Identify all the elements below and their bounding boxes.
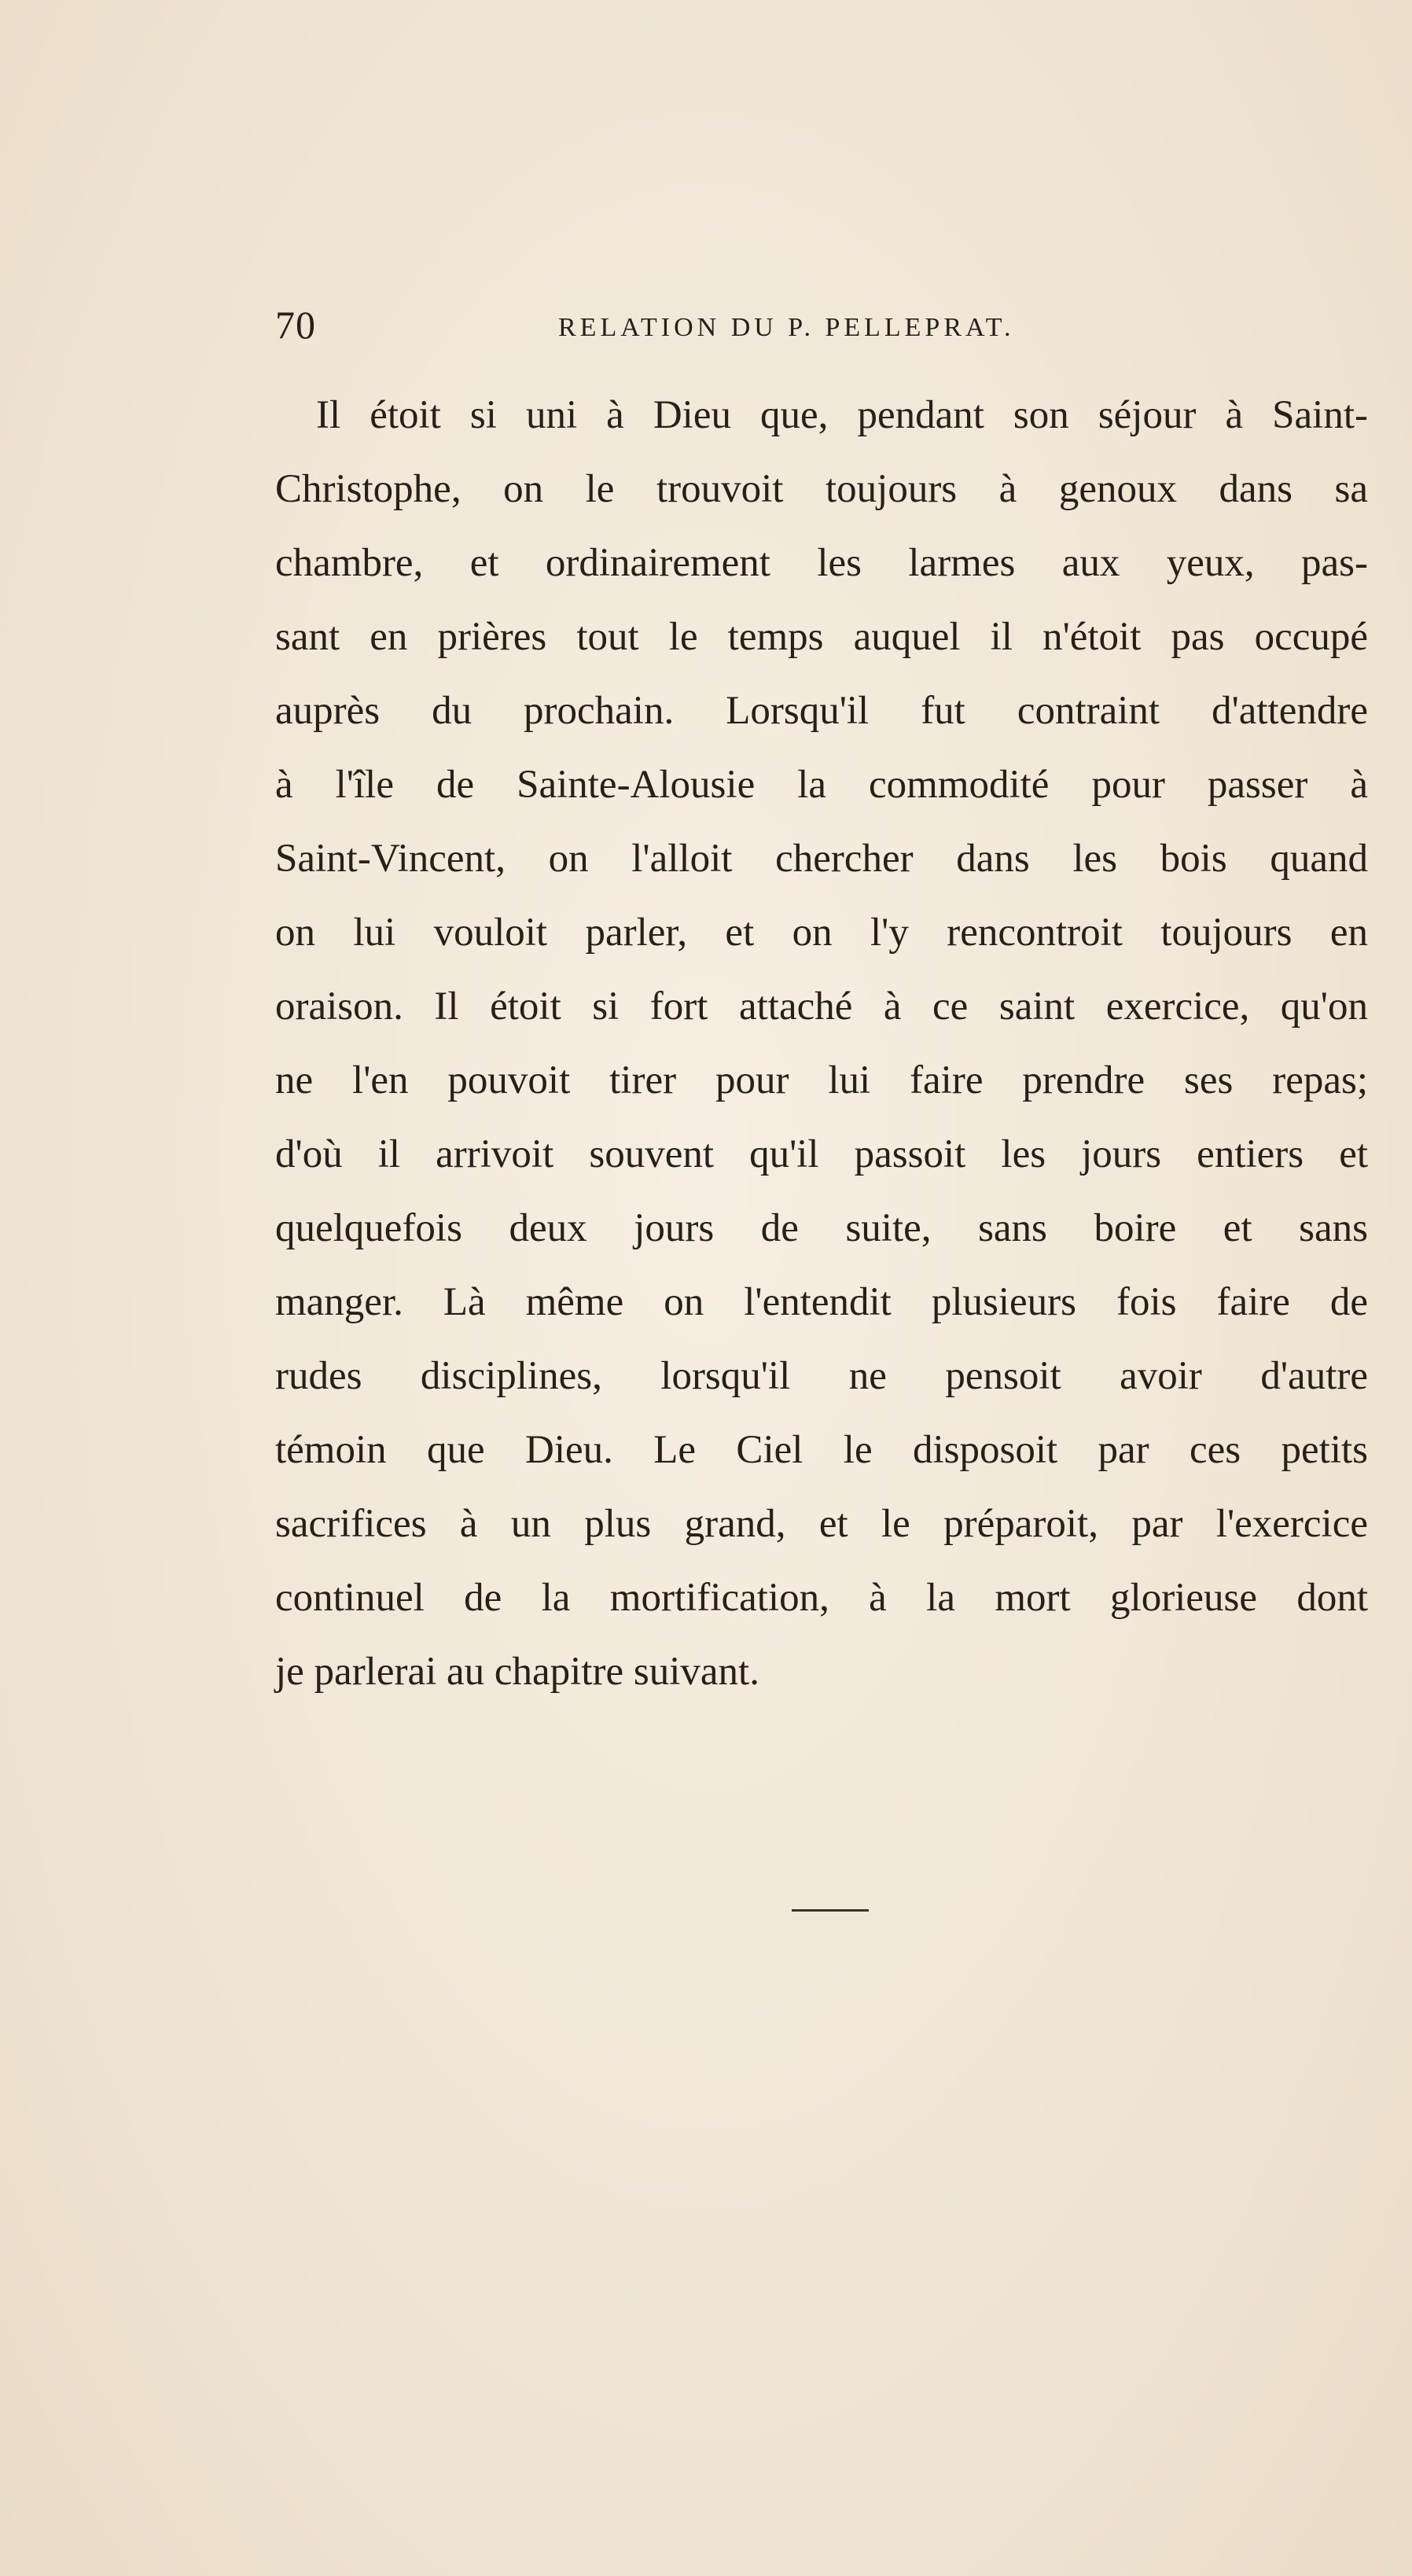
text-line: à l'île de Sainte-Alousie la commodité pour passer à	[275, 763, 1368, 807]
text-line: je parlerai au chapitre suivant.	[275, 1650, 759, 1694]
text-line: manger. Là même on l'entendit plusieurs fois faire de	[275, 1280, 1368, 1324]
text-line: ne l'en pouvoit tirer pour lui faire prendre ses repas;	[275, 1058, 1368, 1102]
text-line: on lui vouloit parler, et on l'y rencontroit toujours en	[275, 911, 1368, 955]
text-line: sacrifices à un plus grand, et le préparoit, par l'exercice	[275, 1502, 1368, 1546]
page-number: 70	[275, 303, 316, 347]
text-line: d'où il arrivoit souvent qu'il passoit les jours entiers et	[275, 1132, 1368, 1176]
text-line: Il étoit si uni à Dieu que, pendant son séjour à Saint-	[316, 393, 1368, 437]
text-line: Saint-Vincent, on l'alloit chercher dans les bois quand	[275, 837, 1368, 881]
text-line: chambre, et ordinairement les larmes aux yeux, pas-	[275, 541, 1368, 585]
running-head: RELATION DU P. PELLEPRAT.	[558, 313, 1015, 342]
text-line: continuel de la mortification, à la mort glorieuse dont	[275, 1576, 1368, 1620]
text-line: auprès du prochain. Lorsqu'il fut contraint d'attendre	[275, 689, 1368, 733]
section-end-rule	[792, 1909, 869, 1912]
text-line: oraison. Il étoit si fort attaché à ce saint exercice, qu'on	[275, 984, 1368, 1029]
text-line: rudes disciplines, lorsqu'il ne pensoit avoir d'autre	[275, 1354, 1368, 1398]
body-paragraph	[275, 378, 1368, 1709]
text-line: témoin que Dieu. Le Ciel le disposoit par ces petits	[275, 1428, 1368, 1472]
text-line: Christophe, on le trouvoit toujours à genoux dans sa	[275, 467, 1368, 511]
page-header	[275, 297, 1368, 352]
text-line: sant en prières tout le temps auquel il n'étoit pas occupé	[275, 615, 1368, 659]
text-line: quelquefois deux jours de suite, sans boire et sans	[275, 1206, 1368, 1250]
